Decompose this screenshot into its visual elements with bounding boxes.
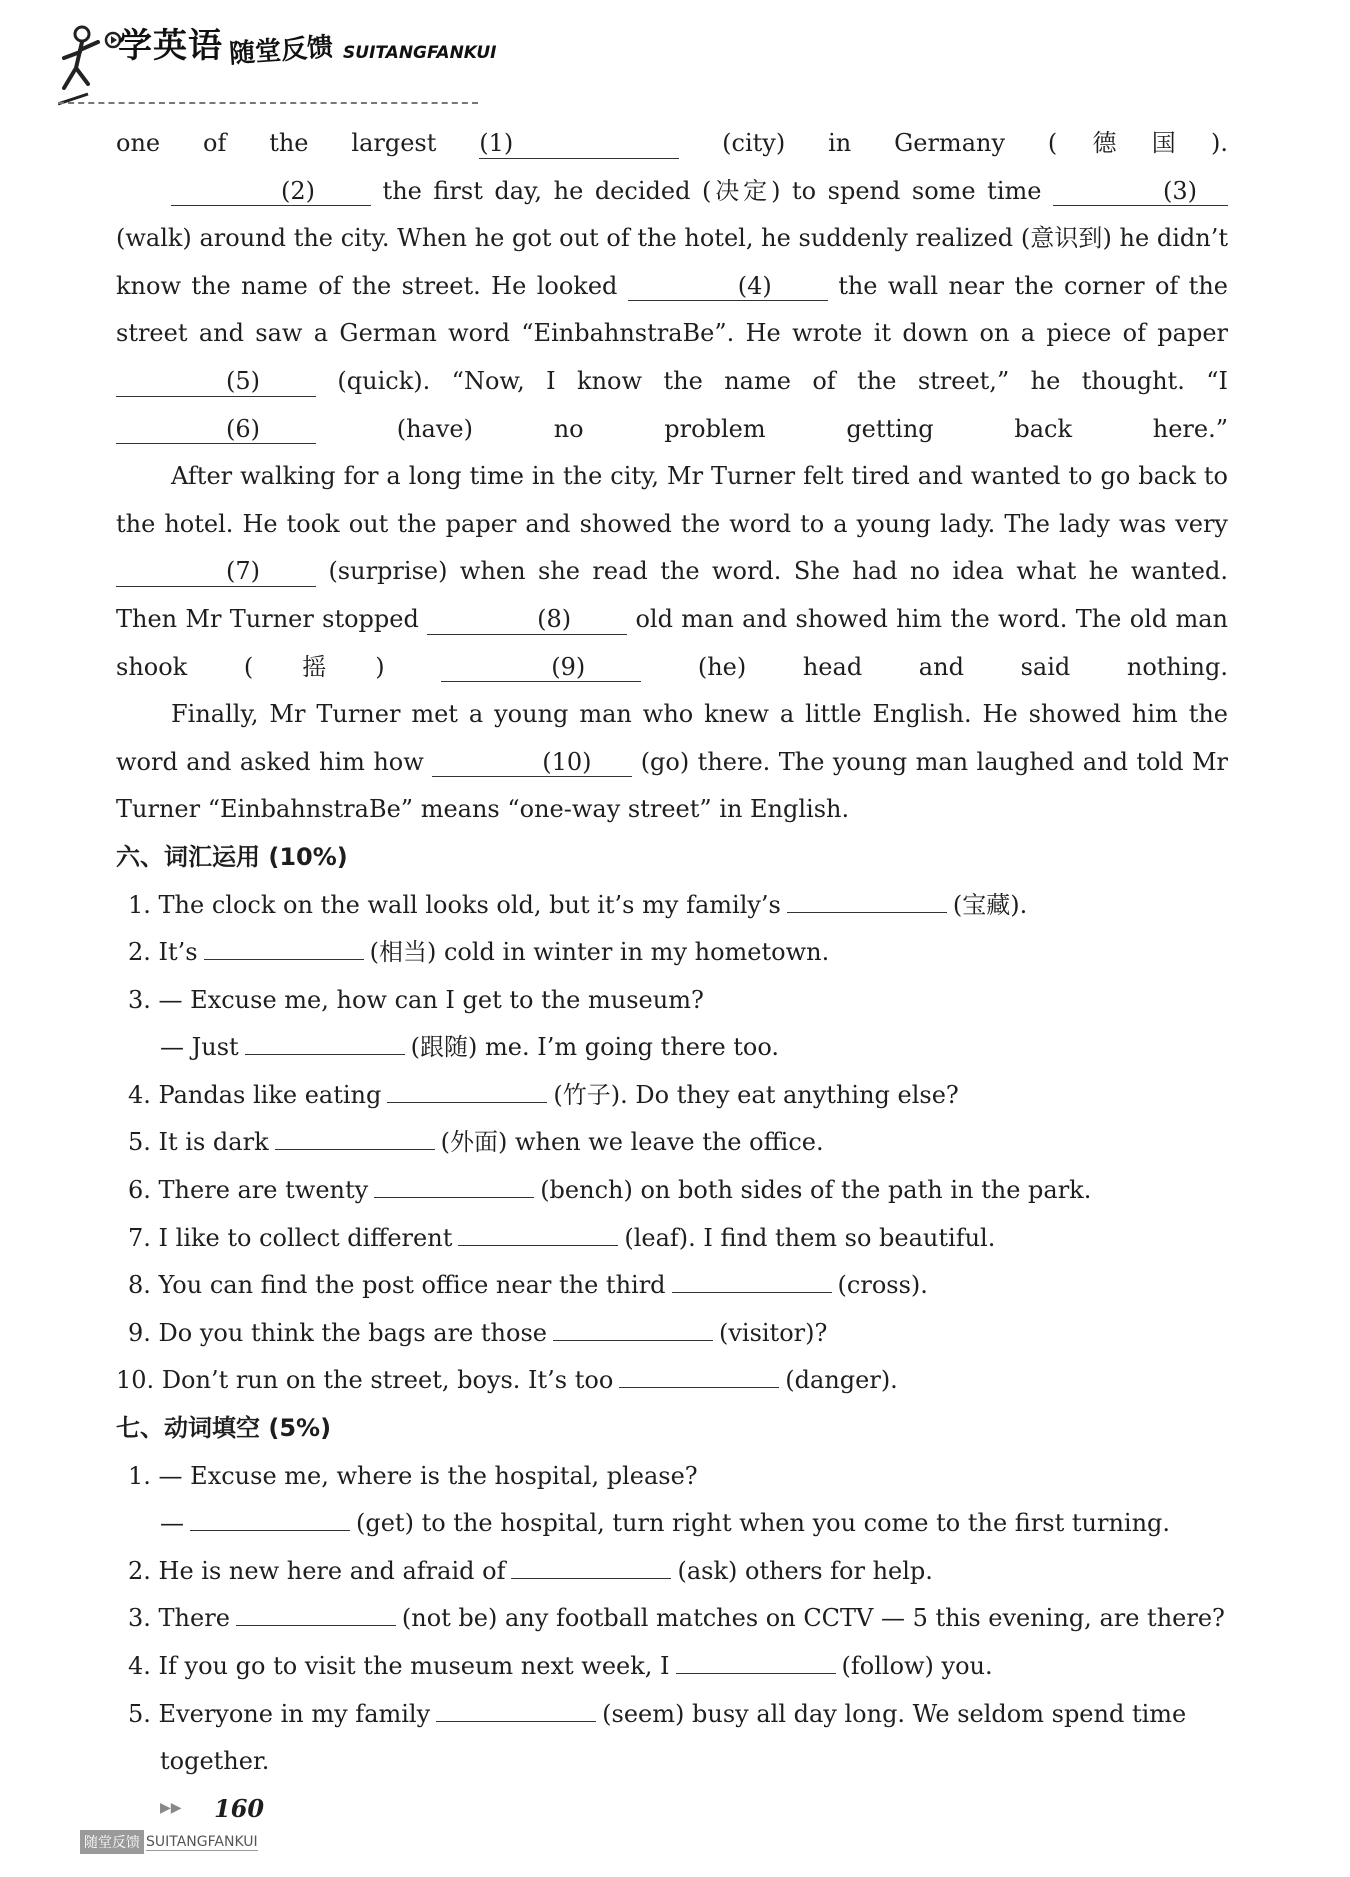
answer-blank-5[interactable] bbox=[116, 368, 316, 397]
item-number: 3. bbox=[128, 985, 151, 1014]
passage-text: (city) in Germany (德国). bbox=[679, 129, 1229, 157]
passage-text: the wall near the corner of the street and saw a German word “EinbahnstraBe”. He wrote it down on a piece of paper bbox=[116, 271, 1228, 348]
answer-blank[interactable] bbox=[458, 1221, 618, 1246]
passage-text: After walking for a long time in the city, Mr Turner felt tired and wanted to go back to the hotel. He took out the paper and showed the word to a young lady. The lady was very bbox=[116, 462, 1228, 538]
s6-item-9 bbox=[116, 1310, 1228, 1358]
blank-number: (3) bbox=[1163, 176, 1197, 205]
passage-text: the first day, he decided (决定) to spend some time bbox=[371, 176, 1053, 205]
passage-paragraph-3 bbox=[116, 691, 1228, 834]
s6-item-8 bbox=[116, 1262, 1228, 1310]
header-pinyin: SUITANGFANKUI bbox=[343, 43, 497, 63]
item-number: 5. bbox=[128, 1699, 151, 1728]
item-number: 6. bbox=[128, 1176, 151, 1205]
s7-item-2 bbox=[116, 1548, 1228, 1596]
passage-text: (go) there. The young man laughed and told Mr Turner “EinbahnstraBe” means “one-way street” in English. bbox=[116, 747, 1228, 824]
header-title: 学英语 bbox=[118, 26, 223, 66]
page-number: 160 bbox=[214, 1794, 265, 1823]
item-hint: (not be) any football matches on CCTV — 5 this evening, are there? bbox=[401, 1604, 1225, 1633]
s7-item-5 bbox=[116, 1691, 1228, 1739]
answer-blank[interactable] bbox=[672, 1268, 832, 1293]
item-text: — bbox=[160, 1509, 184, 1538]
s7-item-1 bbox=[116, 1453, 1228, 1501]
page-content bbox=[116, 120, 1228, 1786]
s6-item-3-reply bbox=[116, 1024, 1228, 1072]
answer-blank-8[interactable] bbox=[427, 606, 627, 635]
passage-text: (have) no problem getting back here.” bbox=[316, 414, 1228, 443]
passage-paragraph-0 bbox=[116, 120, 1228, 168]
item-hint: (leaf). I find them so beautiful. bbox=[624, 1223, 996, 1252]
answer-blank-2[interactable] bbox=[171, 178, 371, 207]
item-hint: (宝藏). bbox=[952, 890, 1028, 919]
item-number: 4. bbox=[128, 1080, 151, 1109]
item-text: together. bbox=[160, 1747, 270, 1776]
item-hint: (cross). bbox=[837, 1271, 928, 1300]
item-number: 2. bbox=[128, 938, 151, 967]
blank-number: (1) bbox=[479, 129, 514, 157]
page-footer bbox=[80, 1794, 380, 1860]
header-title-group bbox=[118, 18, 497, 70]
item-text: You can find the post office near the third bbox=[158, 1271, 666, 1300]
item-hint: (get) to the hospital, turn right when you come to the first turning. bbox=[356, 1509, 1171, 1538]
passage-text: Finally, Mr Turner met a young man who knew a little English. He showed him the word and asked him how bbox=[116, 700, 1228, 776]
footer-tag bbox=[80, 1830, 258, 1854]
passage-paragraph-1 bbox=[116, 168, 1228, 454]
item-hint: (follow) you. bbox=[841, 1652, 993, 1680]
answer-blank-10[interactable] bbox=[432, 749, 632, 778]
answer-blank[interactable] bbox=[387, 1078, 547, 1103]
item-text: Everyone in my family bbox=[158, 1699, 431, 1728]
item-text: It’s bbox=[158, 938, 198, 967]
item-number: 8. bbox=[128, 1271, 151, 1300]
s7-item-5-cont bbox=[116, 1738, 1228, 1786]
item-text: Do you think the bags are those bbox=[158, 1318, 547, 1347]
answer-blank[interactable] bbox=[275, 1125, 435, 1150]
answer-blank[interactable] bbox=[511, 1554, 671, 1579]
answer-blank[interactable] bbox=[436, 1697, 596, 1722]
s6-item-2 bbox=[116, 929, 1228, 977]
answer-blank-3[interactable] bbox=[1053, 178, 1228, 207]
blank-number: (2) bbox=[281, 176, 315, 205]
item-number: 9. bbox=[128, 1318, 151, 1347]
answer-blank-9[interactable] bbox=[441, 654, 641, 683]
answer-blank-4[interactable] bbox=[628, 273, 828, 302]
header-divider bbox=[58, 102, 478, 104]
blank-number: (7) bbox=[226, 557, 260, 586]
item-hint: (bench) on both sides of the path in the park. bbox=[540, 1176, 1092, 1205]
runner-logo-icon bbox=[58, 24, 122, 114]
item-text: There bbox=[158, 1604, 230, 1633]
item-text: The clock on the wall looks old, but it’s my family’s bbox=[158, 890, 781, 919]
item-text: He is new here and afraid of bbox=[158, 1556, 506, 1585]
passage-text: (quick). “Now, I know the name of the street,” he thought. “I bbox=[316, 366, 1228, 395]
answer-blank-7[interactable] bbox=[116, 558, 316, 587]
passage-text: (surprise) when she read the word. She had no idea what he wanted. Then Mr Turner stopped bbox=[116, 557, 1228, 633]
item-number: 2. bbox=[128, 1556, 151, 1585]
blank-number: (4) bbox=[737, 271, 772, 300]
item-hint: (ask) others for help. bbox=[677, 1556, 933, 1585]
item-hint: (跟随) me. I’m going there too. bbox=[410, 1033, 780, 1062]
item-text: Don’t run on the street, boys. It’s too bbox=[161, 1366, 614, 1395]
blank-number: (10) bbox=[542, 747, 592, 776]
arrow-icon: ▶▶ bbox=[160, 1800, 182, 1816]
passage-text: (he) head and said nothing. bbox=[641, 652, 1228, 681]
answer-blank[interactable] bbox=[787, 888, 947, 913]
answer-blank[interactable] bbox=[619, 1363, 779, 1388]
blank-number: (6) bbox=[226, 414, 260, 443]
blank-number: (5) bbox=[226, 366, 260, 395]
s6-item-3 bbox=[116, 977, 1228, 1025]
s6-item-1 bbox=[116, 882, 1228, 930]
footer-label-cn: 随堂反馈 bbox=[80, 1830, 144, 1854]
s6-item-4 bbox=[116, 1072, 1228, 1120]
answer-blank[interactable] bbox=[245, 1030, 405, 1055]
item-number: 1. bbox=[128, 890, 151, 919]
item-hint: (外面) when we leave the office. bbox=[440, 1128, 824, 1157]
item-number: 5. bbox=[128, 1128, 151, 1157]
item-text: I like to collect different bbox=[158, 1223, 453, 1252]
footer-label-pinyin: SUITANGFANKUI bbox=[146, 1833, 258, 1850]
item-number: 7. bbox=[128, 1223, 151, 1252]
passage-text: (walk) around the city. When he got out of the hotel, he suddenly realized (意识到) he didn’t know the name of the street. He looked bbox=[116, 224, 1228, 300]
s7-item-3 bbox=[116, 1595, 1228, 1643]
blank-number: (8) bbox=[537, 604, 572, 633]
s7-item-1-reply bbox=[116, 1500, 1228, 1548]
s6-item-6 bbox=[116, 1167, 1228, 1215]
answer-blank[interactable] bbox=[190, 1506, 350, 1531]
item-hint: (竹子). Do they eat anything else? bbox=[553, 1080, 959, 1109]
item-text: — Just bbox=[160, 1033, 239, 1062]
item-number: 1. bbox=[128, 1461, 151, 1490]
header-subtitle: 随堂反馈 bbox=[228, 32, 335, 70]
s6-item-5 bbox=[116, 1119, 1228, 1167]
item-hint: (相当) cold in winter in my hometown. bbox=[369, 938, 830, 967]
answer-blank[interactable] bbox=[204, 935, 364, 960]
blank-number: (9) bbox=[551, 652, 586, 681]
answer-blank[interactable] bbox=[676, 1649, 836, 1674]
item-text: Pandas like eating bbox=[158, 1080, 382, 1109]
item-number: 3. bbox=[128, 1604, 151, 1633]
passage-text: old man and showed him the word. The old man shook (摇) bbox=[116, 604, 1229, 681]
item-text: — Excuse me, where is the hospital, please? bbox=[158, 1461, 698, 1490]
item-hint: (danger). bbox=[785, 1366, 898, 1395]
item-text: If you go to visit the museum next week, I bbox=[158, 1652, 670, 1680]
answer-blank-6[interactable] bbox=[116, 416, 316, 445]
page-header bbox=[58, 18, 538, 118]
item-hint: (visitor)? bbox=[718, 1318, 828, 1347]
section-6-title: 六、词汇运用 (10%) bbox=[116, 842, 348, 871]
passage-paragraph-2 bbox=[116, 453, 1228, 691]
item-text: There are twenty bbox=[158, 1176, 369, 1205]
item-text: It is dark bbox=[158, 1128, 269, 1157]
item-number: 4. bbox=[128, 1652, 151, 1680]
answer-blank[interactable] bbox=[553, 1316, 713, 1341]
answer-blank-1[interactable] bbox=[479, 130, 679, 159]
s7-item-4 bbox=[116, 1643, 1228, 1691]
answer-blank[interactable] bbox=[236, 1601, 396, 1626]
passage-text: one of the largest bbox=[116, 129, 480, 157]
item-text: — Excuse me, how can I get to the museum? bbox=[158, 985, 704, 1014]
answer-blank[interactable] bbox=[374, 1173, 534, 1198]
section-7-title: 七、动词填空 (5%) bbox=[116, 1414, 332, 1443]
item-hint: (seem) busy all day long. We seldom spend time bbox=[602, 1699, 1187, 1728]
item-number: 10. bbox=[116, 1366, 155, 1395]
s6-item-10 bbox=[116, 1357, 1228, 1405]
s6-item-7 bbox=[116, 1215, 1228, 1263]
